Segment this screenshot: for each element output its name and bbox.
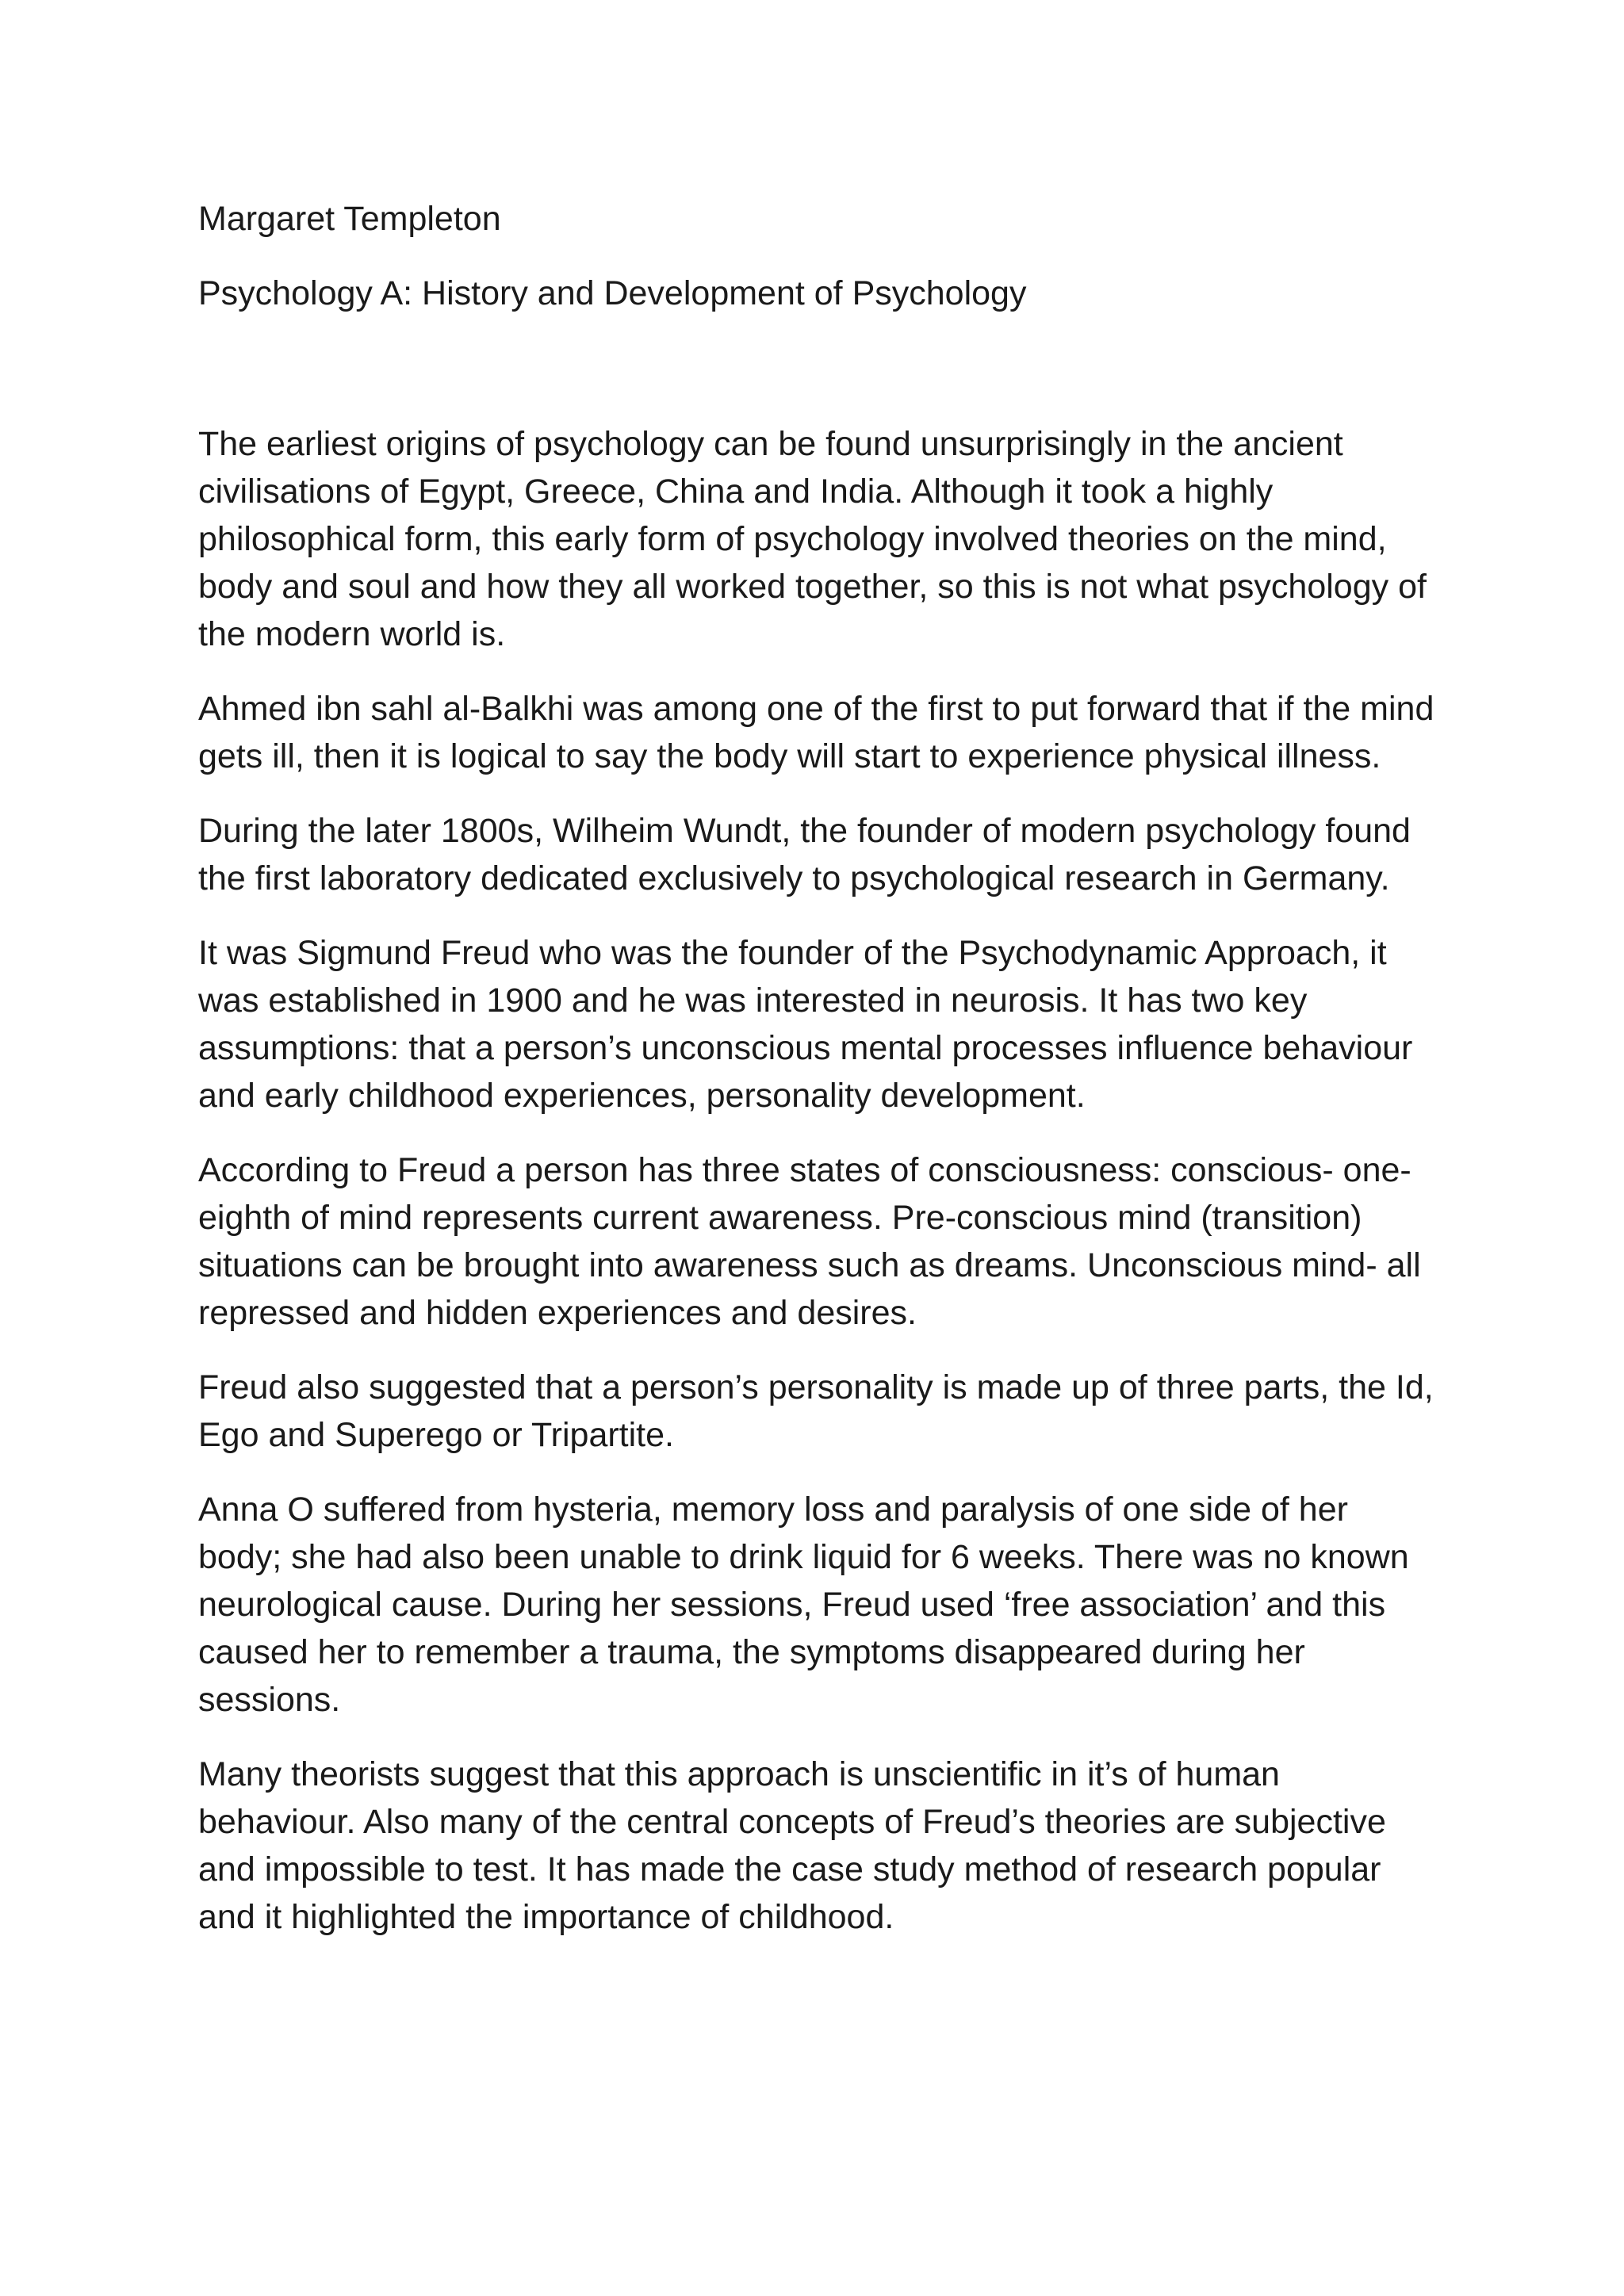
course-title: Psychology A: History and Development of Psychology [198,274,1027,312]
paragraph: Ahmed ibn sahl al-Balkhi was among one of the first to put forward that if the mind gets ill, then it is logical to say the body will start to experience physical illness. [198,690,1434,775]
paragraph: It was Sigmund Freud who was the founder of the Psychodynamic Approach, it was established in 1900 and he was interested in neurosis. It has two key assumptions: that a person’s unconscious mental processes influence behaviour and early childhood experiences, personality development. [198,934,1413,1115]
document-body [198,420,1435,1968]
paragraph: According to Freud a person has three states of consciousness: conscious- one-eighth of mind represents current awareness. Pre-conscious mind (transition) situations can be brought into awareness such as dreams. Unconscious mind- all repressed and hidden experiences and desires. [198,1151,1421,1332]
paragraph: Anna O suffered from hysteria, memory loss and paralysis of one side of her body; she had also been unable to drink liquid for 6 weeks. There was no known neurological cause. During her sessions, Freud used ‘free association’ and this caused her to remember a trauma, the symptoms disappeared during her sessions. [198,1490,1409,1719]
author-name: Margaret Templeton [198,200,501,238]
paragraph: The earliest origins of psychology can be found unsurprisingly in the ancient civilisations of Egypt, Greece, China and India. Although it took a highly philosophical form, this early form of psychology involved theories on the mind, body and soul and how they all worked together, so this is not what psychology of the modern world is. [198,425,1427,653]
paragraph: Many theorists suggest that this approach is unscientific in it’s of human behaviour. Also many of the central concepts of Freud’s theories are subjective and impossible to test. It has made the case study method of research popular and it highlighted the importance of childhood. [198,1755,1386,1936]
paragraph: Freud also suggested that a person’s personality is made up of three parts, the Id, Ego and Superego or Tripartite. [198,1368,1434,1454]
paragraph: During the later 1800s, Wilheim Wundt, the founder of modern psychology found the first laboratory dedicated exclusively to psychological research in Germany. [198,812,1411,897]
